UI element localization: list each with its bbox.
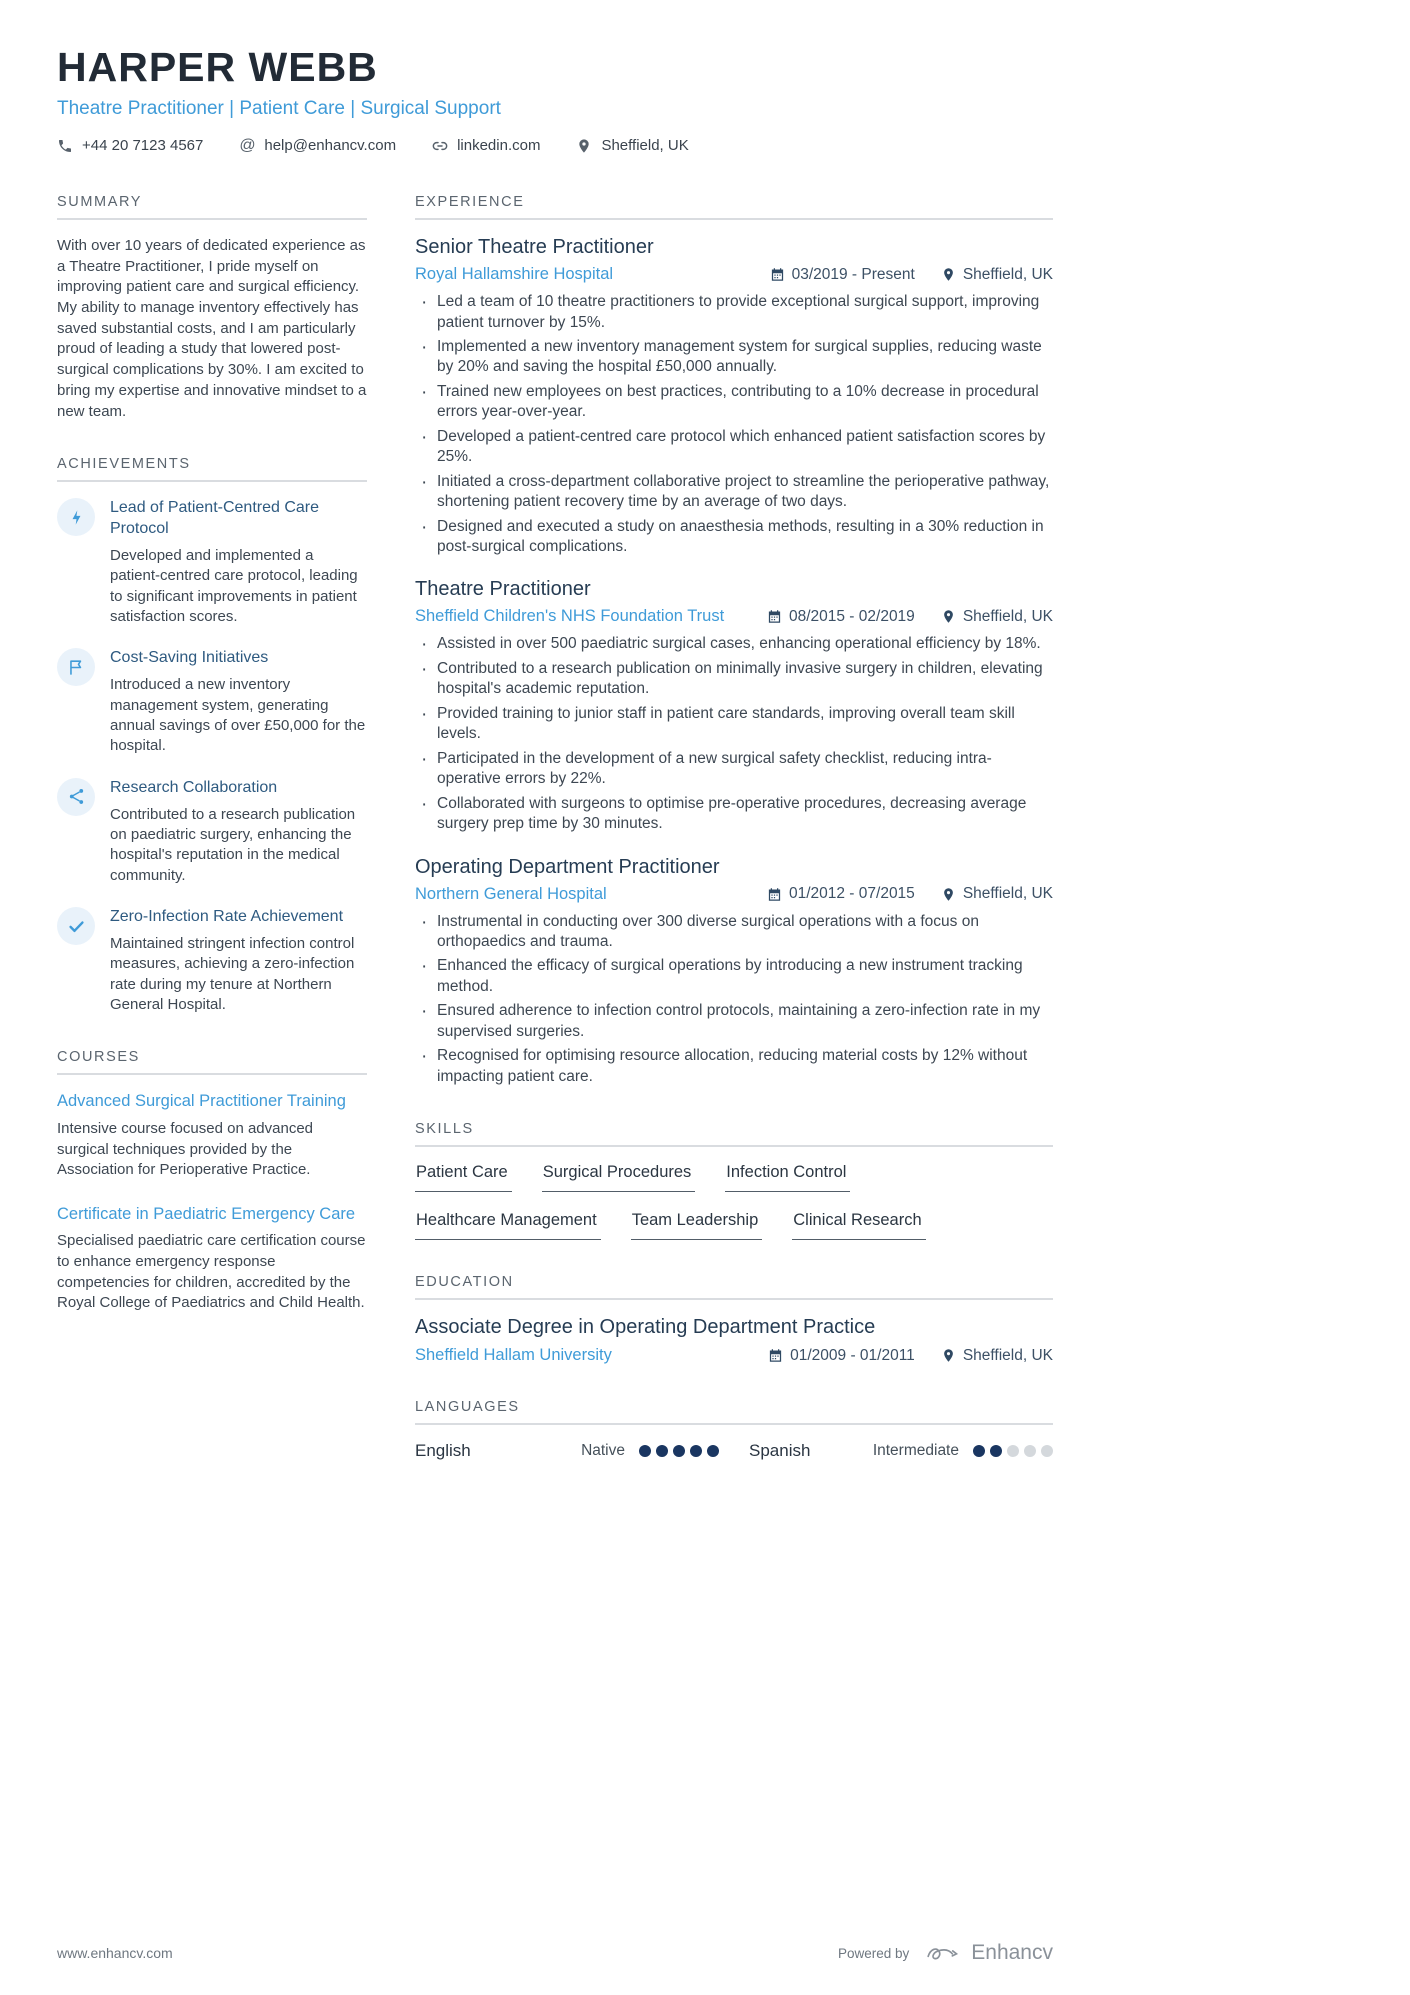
job-dates-text: 08/2015 - 02/2019 xyxy=(788,607,915,625)
job-bullets xyxy=(415,912,1053,1088)
skills-section xyxy=(415,1121,1053,1240)
achievement-body xyxy=(110,498,367,627)
course-text: Intensive course focused on advanced surgical techniques provided by the Association for Perioperative Practice. xyxy=(57,1119,314,1179)
education-heading: EDUCATION xyxy=(415,1274,1053,1300)
location-icon xyxy=(941,1348,956,1363)
achievement-text: Maintained stringent infection control measures, achieving a zero-infection rate during my tenure at Northern General Hospital. xyxy=(110,934,355,1014)
job-meta-right xyxy=(767,608,1053,626)
skill-item: Infection Control xyxy=(725,1163,850,1192)
language-level-dots xyxy=(973,1445,1053,1457)
job-location xyxy=(941,608,1053,626)
achievement-text: Contributed to a research publication on paediatric surgery, enhancing the hospital's reputation in the medical community. xyxy=(110,805,356,884)
achievement-title: Lead of Patient-Centred Care Protocol xyxy=(110,499,320,538)
contact-phone[interactable] xyxy=(57,137,203,154)
powered-by-label: Powered by xyxy=(837,1945,910,1961)
job-bullet: · Initiated a cross-department collaborative project to streamline the perioperative pathway, shortening patient recovery time by an average of two days. xyxy=(415,472,1053,513)
course-title: Advanced Surgical Practitioner Training xyxy=(57,1092,346,1111)
skill-item: Healthcare Management xyxy=(415,1211,601,1240)
achievements-heading: ACHIEVEMENTS xyxy=(57,456,367,482)
level-dot xyxy=(656,1445,668,1457)
education-section xyxy=(415,1274,1053,1365)
columns xyxy=(57,194,1053,1495)
skills-heading: SKILLS xyxy=(415,1121,1053,1147)
level-dot xyxy=(690,1445,702,1457)
job-bullet: · Recognised for optimising resource allocation, reducing material costs by 12% without impacting patient care. xyxy=(415,1046,1053,1087)
degree-title: Associate Degree in Operating Department Practice xyxy=(415,1316,876,1339)
languages-heading: LANGUAGES xyxy=(415,1399,1053,1425)
contact-email-text: help@enhancv.com xyxy=(264,137,397,155)
language-item xyxy=(749,1441,1053,1461)
skills-row xyxy=(415,1211,1053,1240)
skills-row xyxy=(415,1163,1053,1192)
job-bullet: · Designed and executed a study on anaesthesia methods, resulting in a 30% reduction in post-surgical complications. xyxy=(415,517,1053,558)
course-title: Certificate in Paediatric Emergency Care xyxy=(57,1204,356,1223)
contact-row xyxy=(57,137,1053,154)
company-name: Sheffield Children's NHS Foundation Trust xyxy=(415,607,725,626)
enhancv-logo[interactable] xyxy=(925,1941,1053,1965)
job-bullet: · Instrumental in conducting over 300 diverse surgical operations with a focus on orthopaedics and trauma. xyxy=(415,912,1053,953)
company-name: Royal Hallamshire Hospital xyxy=(415,265,614,284)
bolt-icon xyxy=(57,498,95,536)
level-dot xyxy=(639,1445,651,1457)
calendar-icon xyxy=(767,887,782,902)
education-location xyxy=(941,1347,1053,1365)
achievement-text: Introduced a new inventory management system, generating annual savings of over £50,000 for the hospital. xyxy=(110,676,366,755)
job-entry xyxy=(415,856,1053,1088)
link-icon xyxy=(432,138,448,154)
job-location xyxy=(941,266,1053,284)
level-dot xyxy=(1007,1445,1019,1457)
course-item xyxy=(57,1091,367,1181)
experience-section xyxy=(415,194,1053,1087)
right-column xyxy=(415,194,1053,1495)
achievement-title: Research Collaboration xyxy=(110,778,278,796)
calendar-icon xyxy=(767,609,782,624)
skill-item: Patient Care xyxy=(415,1163,512,1192)
header xyxy=(57,46,1053,154)
job-bullet: · Participated in the development of a new surgical safety checklist, reducing intra-operative errors by 22%. xyxy=(415,749,1053,790)
headline: Theatre Practitioner | Patient Care | Surgical Support xyxy=(57,98,501,120)
achievement-item xyxy=(57,778,367,886)
contact-linkedin[interactable] xyxy=(432,137,540,154)
job-dates-text: 03/2019 - Present xyxy=(791,265,915,283)
job-bullet: · Led a team of 10 theatre practitioners to provide exceptional surgical support, improving patient turnover by 15%. xyxy=(415,292,1053,333)
calendar-icon xyxy=(768,1348,783,1363)
job-title: Senior Theatre Practitioner xyxy=(415,236,654,259)
achievement-title: Cost-Saving Initiatives xyxy=(110,649,269,667)
achievement-title: Zero-Infection Rate Achievement xyxy=(110,908,344,926)
contact-phone-text: +44 20 7123 4567 xyxy=(82,137,204,155)
enhancv-site-link[interactable]: www.enhancv.com xyxy=(57,1945,173,1961)
education-meta-row xyxy=(415,1346,1053,1365)
achievement-item xyxy=(57,907,367,1015)
job-location-text: Sheffield, UK xyxy=(962,885,1053,903)
languages-grid xyxy=(415,1441,1053,1461)
education-location-text: Sheffield, UK xyxy=(962,1346,1053,1364)
skill-item: Surgical Procedures xyxy=(542,1163,696,1192)
job-meta-right xyxy=(770,266,1053,284)
contact-linkedin-text: linkedin.com xyxy=(457,137,541,155)
courses-section xyxy=(57,1049,367,1314)
language-item xyxy=(415,1441,719,1461)
language-level: Native xyxy=(581,1442,625,1460)
share-network-icon xyxy=(57,778,95,816)
powered-by xyxy=(838,1941,1053,1965)
achievement-item xyxy=(57,498,367,627)
job-location-text: Sheffield, UK xyxy=(962,265,1053,283)
phone-icon xyxy=(57,138,73,154)
language-name: Spanish xyxy=(749,1441,811,1461)
job-bullet: · Implemented a new inventory management system for surgical supplies, reducing waste by 20% and saving the hospital £50,000 annually. xyxy=(415,337,1053,378)
summary-text: With over 10 years of dedicated experience as a Theatre Practitioner, I pride myself on improving patient care and surgical efficiency. My ability to manage inventory effectively has saved substantial costs, and I am particularly proud of leading a study that lowered post-surgical complications by 30%. I am excited to bring my expertise and innovative mindset to a new team. xyxy=(57,237,367,420)
education-dates xyxy=(768,1347,915,1365)
check-icon xyxy=(57,907,95,945)
job-bullets xyxy=(415,634,1053,834)
summary-section xyxy=(57,194,367,422)
achievement-item xyxy=(57,648,367,756)
experience-heading: EXPERIENCE xyxy=(415,194,1053,220)
language-level: Intermediate xyxy=(872,1442,959,1460)
company-name: Northern General Hospital xyxy=(415,884,607,903)
languages-section xyxy=(415,1399,1053,1461)
level-dot xyxy=(673,1445,685,1457)
skill-item: Clinical Research xyxy=(792,1211,925,1240)
achievement-body xyxy=(110,648,367,756)
job-bullets xyxy=(415,292,1053,557)
school-name: Sheffield Hallam University xyxy=(415,1346,612,1365)
achievement-text: Developed and implemented a patient-centred care protocol, leading to significant improvements in patient satisfaction scores. xyxy=(110,546,358,625)
course-text: Specialised paediatric care certification course to enhance emergency response competencies for children, accredited by the Royal College of Paediatrics and Child Health. xyxy=(57,1232,366,1312)
location-icon xyxy=(941,267,956,282)
level-dot xyxy=(707,1445,719,1457)
job-location-text: Sheffield, UK xyxy=(962,607,1053,625)
location-icon xyxy=(576,138,592,154)
contact-location xyxy=(576,137,688,154)
language-name: English xyxy=(415,1441,471,1461)
job-bullet: · Ensured adherence to infection control protocols, maintaining a zero-infection rate in my supervised surgeries. xyxy=(415,1001,1053,1042)
job-bullet: · Contributed to a research publication on minimally invasive surgery in children, elevating hospital's academic reputation. xyxy=(415,659,1053,700)
education-meta-right xyxy=(768,1347,1053,1365)
location-icon xyxy=(941,887,956,902)
job-meta-right xyxy=(767,885,1053,903)
courses-heading: COURSES xyxy=(57,1049,367,1075)
job-dates xyxy=(767,885,915,903)
level-dot xyxy=(990,1445,1002,1457)
enhancv-logo-icon xyxy=(925,1943,963,1963)
job-bullet: · Developed a patient-centred care protocol which enhanced patient satisfaction scores by 25%. xyxy=(415,427,1053,468)
enhancv-brand-name: Enhancv xyxy=(971,1941,1053,1964)
achievements-section xyxy=(57,456,367,1015)
level-dot xyxy=(973,1445,985,1457)
left-column xyxy=(57,194,367,1495)
course-item xyxy=(57,1204,367,1314)
job-title: Theatre Practitioner xyxy=(415,578,591,601)
job-entry xyxy=(415,578,1053,834)
job-meta-row xyxy=(415,265,1053,284)
job-bullet: · Trained new employees on best practices, contributing to a 10% decrease in procedural errors year-over-year. xyxy=(415,382,1053,423)
achievement-body xyxy=(110,778,367,886)
job-meta-row xyxy=(415,607,1053,626)
flag-icon xyxy=(57,648,95,686)
job-dates-text: 01/2012 - 07/2015 xyxy=(788,885,915,903)
job-bullet: · Provided training to junior staff in patient care standards, improving overall team skill levels. xyxy=(415,704,1053,745)
location-icon xyxy=(941,609,956,624)
job-meta-row xyxy=(415,885,1053,904)
skill-item: Team Leadership xyxy=(631,1211,763,1240)
job-bullet: · Assisted in over 500 paediatric surgical cases, enhancing operational efficiency by 18%. xyxy=(415,634,1053,654)
summary-heading: SUMMARY xyxy=(57,194,367,220)
person-name: HARPER WEBB xyxy=(57,44,378,90)
language-level-dots xyxy=(639,1445,719,1457)
job-dates xyxy=(770,266,915,284)
job-title: Operating Department Practitioner xyxy=(415,855,720,878)
calendar-icon xyxy=(770,267,785,282)
job-bullet: · Enhanced the efficacy of surgical operations by introducing a new instrument tracking method. xyxy=(415,956,1053,997)
level-dot xyxy=(1024,1445,1036,1457)
email-icon xyxy=(239,138,255,154)
job-entry xyxy=(415,236,1053,557)
contact-location-text: Sheffield, UK xyxy=(601,137,689,155)
level-dot xyxy=(1041,1445,1053,1457)
job-bullet: · Collaborated with surgeons to optimise pre-operative procedures, decreasing average surgery prep time by 30 minutes. xyxy=(415,794,1053,835)
education-dates-text: 01/2009 - 01/2011 xyxy=(790,1346,915,1364)
contact-email[interactable] xyxy=(239,137,396,154)
achievement-body xyxy=(110,907,367,1015)
job-dates xyxy=(767,608,915,626)
page-footer xyxy=(57,1941,1053,1965)
job-location xyxy=(941,885,1053,903)
